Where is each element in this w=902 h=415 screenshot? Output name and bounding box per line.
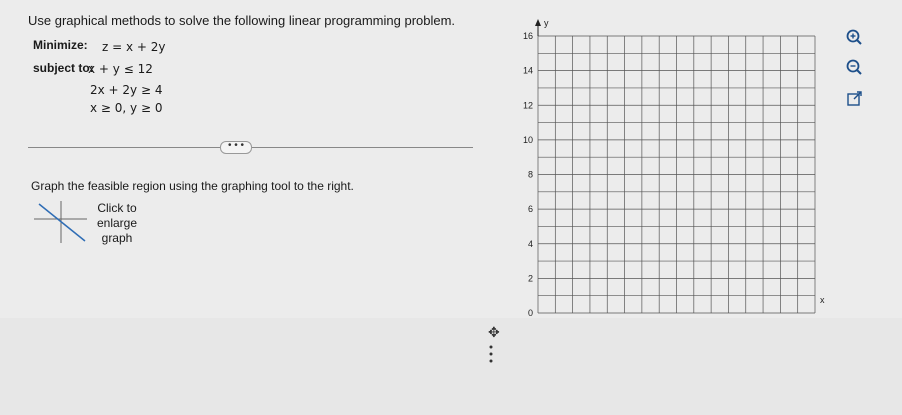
y-tick-label: 4 — [527, 238, 533, 249]
y-tick-label: 6 — [527, 204, 533, 215]
popout-button[interactable] — [843, 88, 865, 110]
y-tick-label: 8 — [527, 169, 533, 180]
zoom-in-icon — [843, 26, 865, 48]
zoom-out-button[interactable] — [843, 56, 865, 78]
y-tick-label: 2 — [527, 273, 533, 284]
y-axis-arrowhead — [535, 19, 541, 26]
enlarge-line-1: Click to — [97, 201, 137, 215]
y-tick-label: 0 — [527, 308, 533, 318]
constraint-3: x ≥ 0, y ≥ 0 — [90, 101, 163, 115]
zoom-in-button[interactable] — [843, 26, 865, 48]
move-handle-icon[interactable]: ✥ — [488, 324, 500, 340]
y-axis-label: y — [544, 18, 549, 28]
more-button[interactable]: • • • — [220, 141, 252, 154]
y-tick-label: 16 — [522, 31, 533, 41]
x-axis-label: x — [820, 295, 825, 305]
enlarge-graph-button[interactable] — [29, 197, 144, 247]
external-link-icon — [843, 88, 865, 110]
y-tick-label: 10 — [522, 134, 533, 145]
y-tick-label: 14 — [522, 65, 533, 76]
vertical-dots-icon[interactable] — [488, 343, 494, 365]
constraint-1: x + y ≤ 12 — [88, 62, 153, 76]
constraint-2: 2x + 2y ≥ 4 — [90, 83, 163, 97]
bottom-strip — [0, 318, 902, 415]
subject-to-label: subject to: — [33, 61, 94, 75]
objective-function: z = x + 2y — [102, 40, 166, 54]
enlarge-line-3: graph — [101, 231, 133, 245]
graph-thumbnail-icon — [29, 197, 89, 247]
minimize-label: Minimize: — [33, 38, 88, 52]
zoom-out-icon — [843, 56, 865, 78]
y-tick-label: 12 — [522, 100, 533, 111]
instruction-text: Graph the feasible region using the graphing tool to the right. — [31, 179, 354, 193]
enlarge-line-2: enlarge — [96, 216, 138, 230]
problem-intro: Use graphical methods to solve the following linear programming problem. — [28, 13, 456, 28]
